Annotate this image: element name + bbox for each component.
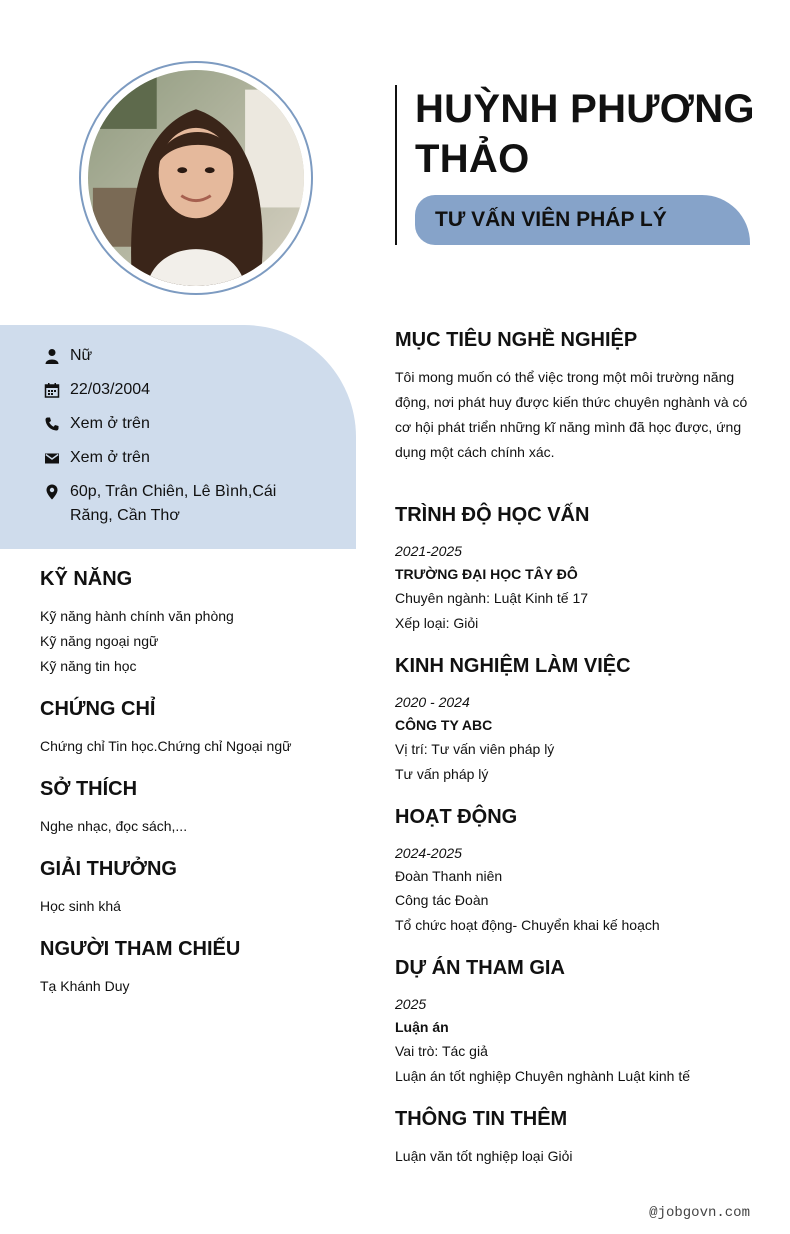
certificates-text: Chứng chỉ Tin học.Chứng chỉ Ngoại ngữ (40, 738, 292, 754)
objective-title: MỤC TIÊU NGHỀ NGHIỆP (395, 329, 638, 351)
awards-text: Học sinh khá (40, 898, 121, 914)
gender-text: Nữ (70, 347, 93, 364)
phone-text: Xem ở trên (70, 415, 150, 432)
skills-title: KỸ NĂNG (40, 568, 133, 590)
phone-icon (44, 416, 60, 432)
birthdate-text: 22/03/2004 (70, 381, 151, 398)
education-school: TRƯỜNG ĐẠI HỌC TÂY ĐÔ (395, 566, 578, 582)
skill-item: Kỹ năng tin học (40, 658, 137, 674)
project-name: Luận án (395, 1019, 449, 1035)
person-icon (44, 348, 60, 364)
education-major: Chuyên ngành: Luật Kinh tế 17 (395, 590, 589, 606)
activity-item: Đoàn Thanh niên (395, 868, 503, 884)
skill-item: Kỹ năng ngoại ngữ (40, 633, 159, 649)
name-divider (395, 85, 397, 245)
education-date: 2021-2025 (395, 543, 462, 559)
project-detail: Luận án tốt nghiệp Chuyên nghành Luật kinh tế (395, 1068, 691, 1084)
skill-item: Kỹ năng hành chính văn phòng (40, 608, 234, 624)
address-line-2: Răng, Cần Thơ (70, 507, 180, 524)
full-name: HUỲNH PHƯƠNG THẢO (415, 87, 755, 181)
awards-title: GIẢI THƯỞNG (40, 858, 177, 880)
activity-item: Tổ chức hoạt động- Chuyển khai kế hoạch (395, 917, 660, 933)
experience-position: Vị trí: Tư vấn viên pháp lý (395, 741, 555, 757)
experience-date: 2020 - 2024 (395, 694, 470, 710)
additional-text: Luận văn tốt nghiệp loại Giỏi (395, 1148, 573, 1164)
references-text: Tạ Khánh Duy (40, 978, 130, 994)
objective-text: Tôi mong muốn có thể việc trong một môi trường năng động, nơi phát huy được kiến thức chuyên nghành và có cơ hội phát triển những kĩ năng mình đã học được, ứng dụng một cách chính xác. (395, 369, 748, 460)
education-title: TRÌNH ĐỘ HỌC VẤN (395, 504, 590, 526)
activities-date: 2024-2025 (395, 845, 462, 861)
job-title-badge (415, 195, 750, 245)
project-role: Vai trò: Tác giả (395, 1043, 488, 1059)
profile-photo (79, 61, 313, 295)
projects-title: DỰ ÁN THAM GIA (395, 957, 565, 979)
location-pin-icon (44, 484, 60, 500)
certificates-title: CHỨNG CHỈ (40, 698, 156, 720)
address-line-1: 60p, Trân Chiên, Lê Bình,Cái (70, 483, 277, 500)
project-date: 2025 (395, 996, 427, 1012)
references-title: NGƯỜI THAM CHIẾU (40, 938, 241, 960)
additional-title: THÔNG TIN THÊM (395, 1108, 568, 1130)
experience-detail: Tư vấn pháp lý (395, 766, 489, 782)
profile-photo-image (88, 70, 304, 286)
activity-item: Công tác Đoàn (395, 892, 489, 908)
mail-icon (44, 450, 60, 466)
education-grade: Xếp loại: Giỏi (395, 615, 479, 631)
hobbies-text: Nghe nhạc, đọc sách,... (40, 818, 188, 834)
email-text: Xem ở trên (70, 449, 150, 466)
job-title: TƯ VẤN VIÊN PHÁP LÝ (435, 208, 667, 231)
experience-title: KINH NGHIỆM LÀM VIỆC (395, 655, 631, 677)
hobbies-title: SỞ THÍCH (40, 778, 138, 800)
watermark: @jobgovn.com (649, 1205, 750, 1221)
experience-company: CÔNG TY ABC (395, 717, 493, 733)
activities-title: HOẠT ĐỘNG (395, 806, 518, 828)
calendar-icon (44, 382, 60, 398)
